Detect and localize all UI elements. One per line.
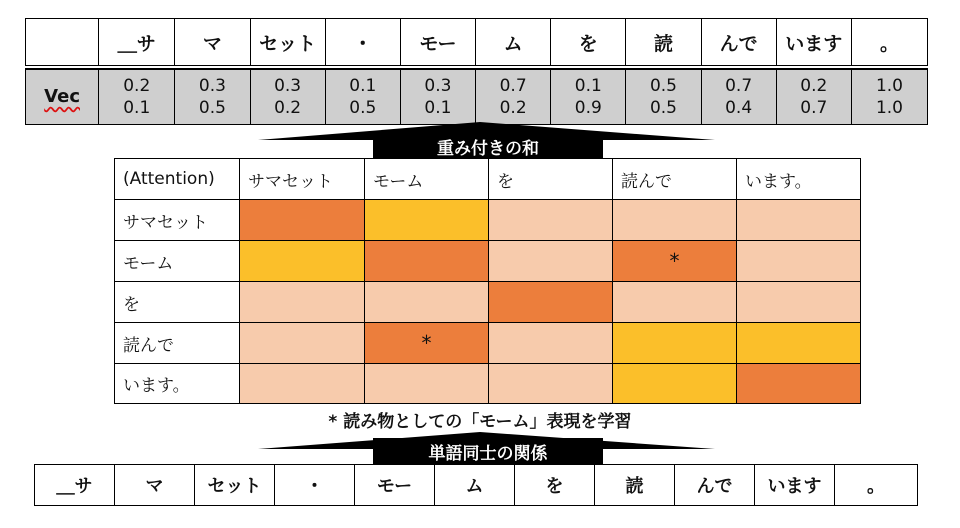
attention-cell [240,282,365,323]
attention-cell [240,241,365,282]
attention-cell [365,364,489,404]
bottom-token: を [515,465,595,505]
vec-value: 0.1 [349,76,377,96]
bottom-token: います [755,465,835,505]
attention-cell [365,241,489,282]
attention-cell [240,323,365,364]
attention-cell: * [365,323,489,364]
vec-value: 0.2 [274,98,302,118]
attention-cell [737,364,861,404]
vec-value: 0.3 [274,76,302,96]
vec-value: 0.2 [499,98,527,118]
attention-cell [613,323,737,364]
top-token: マ [175,19,250,65]
attention-cell [240,200,365,241]
attention-cell [489,282,613,323]
vec-value: 0.5 [349,98,377,118]
bottom-token: マ [115,465,195,505]
attention-row-header: います。 [115,364,240,404]
attention-row-header: を [115,282,240,323]
vec-value: 0.9 [574,98,602,118]
vec-value: 0.5 [649,98,677,118]
attention-cell [737,282,861,323]
vec-value: 0.4 [725,98,753,118]
attention-col-header: を [489,159,613,200]
top-token: モー [401,19,476,65]
vec-value: 0.7 [725,76,753,96]
attention-cell [613,282,737,323]
vec-value: 0.7 [800,98,828,118]
vec-value: 1.0 [875,98,903,118]
top-token: ム [476,19,551,65]
attention-row-header: サマセット [115,200,240,241]
attention-corner-label: (Attention) [115,159,240,200]
word-relation-label: 単語同士の関係 [373,438,603,464]
vec-value: 0.2 [123,76,151,96]
top-token: ・ [326,19,401,65]
attention-matrix [114,158,861,404]
vec-value: 0.3 [198,76,226,96]
vec-value: 0.1 [574,76,602,96]
vec-value: 0.7 [499,76,527,96]
top-token: ＿サ [99,19,175,65]
bottom-token: ム [435,465,515,505]
top-token: を [551,19,626,65]
attention-col-header: モーム [365,159,489,200]
bottom-token: モー [355,465,435,505]
attention-cell [613,200,737,241]
vec-value: 0.1 [424,98,452,118]
vec-label: Vec [44,86,80,107]
attention-cell [240,364,365,404]
bottom-token: セット [195,465,275,505]
weighted-sum-label: 重み付きの和 [373,132,603,160]
vec-value: 0.5 [198,98,226,118]
bottom-token: んで [675,465,755,505]
vec-value: 1.0 [875,76,903,96]
top-token: います [777,19,852,65]
attention-cell [489,241,613,282]
attention-cell [737,323,861,364]
attention-cell [489,364,613,404]
caption: * 読み物としての「モーム」表現を学習 [328,412,632,432]
bottom-token: 。 [867,476,885,497]
attention-row-header: モーム [115,241,240,282]
top-token: んで [702,19,777,65]
attention-cell [489,323,613,364]
attention-col-header: います。 [737,159,861,200]
top-token: 。 [879,32,899,55]
vec-value: 0.5 [649,76,677,96]
bottom-token-row [34,464,918,506]
attention-cell [365,200,489,241]
attention-cell [365,282,489,323]
bottom-token: 読 [595,465,675,505]
bottom-token: ＿サ [35,465,115,505]
attention-col-header: 読んで [613,159,737,200]
attention-cell: * [613,241,737,282]
attention-cell [489,200,613,241]
bottom-token: ・ [275,465,355,505]
vec-value: 0.3 [424,76,452,96]
top-token: セット [251,19,326,65]
attention-cell [613,364,737,404]
vec-value: 0.1 [123,98,151,118]
top-token: 読 [626,19,701,65]
attention-cell [737,200,861,241]
attention-row-header: 読んで [115,323,240,364]
attention-col-header: サマセット [240,159,365,200]
attention-cell [737,241,861,282]
vec-value: 0.2 [800,76,828,96]
